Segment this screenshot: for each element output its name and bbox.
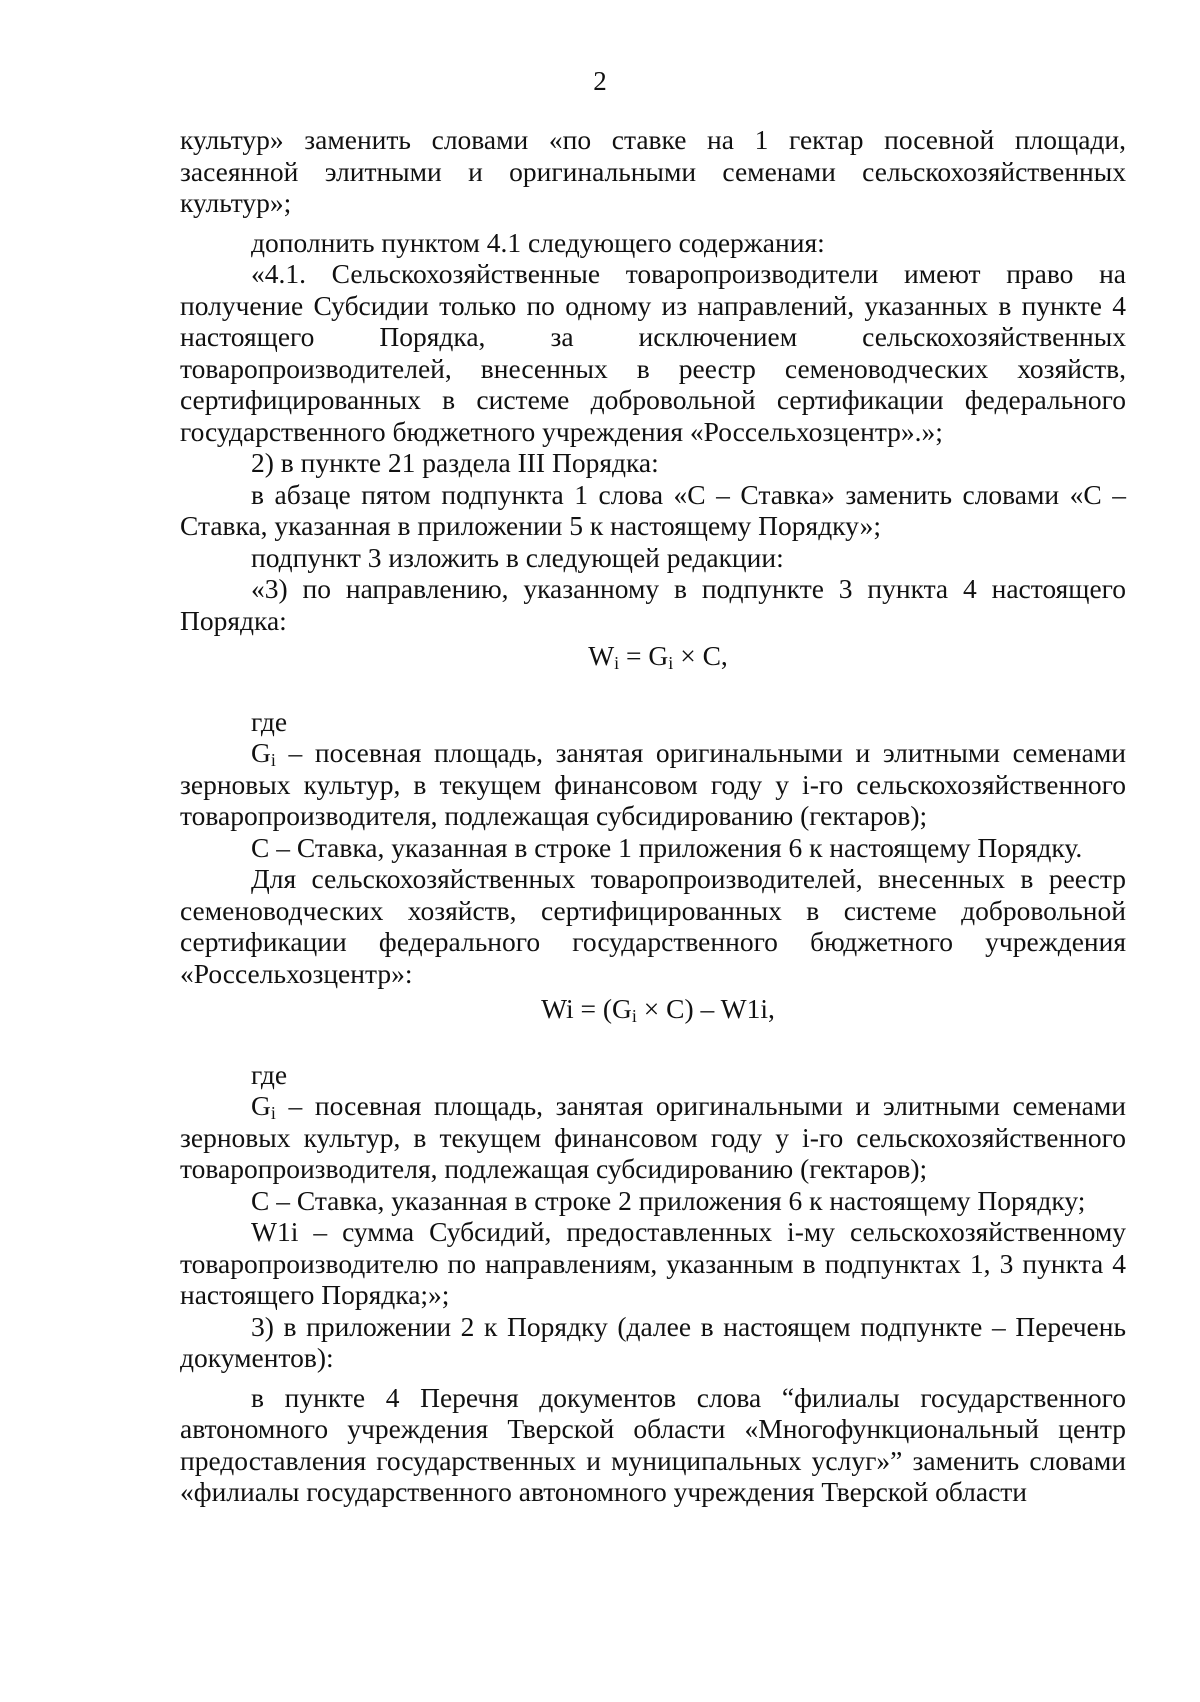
gi-definition-2	[180, 1090, 1126, 1185]
gi-2-g: G	[251, 1090, 271, 1121]
paragraph-7: «3) по направлению, указанному в подпункте 3 пункта 4 настоящего Порядка:	[180, 573, 1126, 636]
formula-1-eq: = G	[619, 640, 669, 671]
formula-1-g-subscript: i	[668, 653, 674, 673]
gi-1-subscript: i	[270, 750, 276, 770]
formula-2-start: Wi = (G	[541, 993, 632, 1024]
formula-2	[180, 993, 1126, 1025]
paragraph-2: дополнить пунктом 4.1 следующего содержания:	[251, 226, 825, 258]
paragraph-10: в пункте 4 Перечня документов слова “филиалы государственного автономного учреждения Тверской области «Многофункциональный центр предоставления государственных и муниципальных услуг»” заменить словами «филиалы государственного автономного учреждения Тверской области	[180, 1381, 1126, 1507]
paragraph-6: подпункт 3 изложить в следующей редакции:	[251, 541, 784, 573]
paragraph-3: «4.1. Сельскохозяйственные товаропроизводители имеют право на получение Субсидии только по одному из направлений, указанных в пункте 4 настоящего Порядка, за исключением сельскохозяйственных товаропроизводителей, внесенных в реестр семеноводческих хозяйств, сертифицированных в системе добровольной сертификации федерального государственного бюджетного учреждения «Россельхозцентр».»;	[180, 258, 1126, 447]
document-body	[180, 124, 1126, 1508]
gi-1-g: G	[251, 737, 271, 768]
formula-1-w: W	[588, 640, 615, 671]
formula-1-rest: × C,	[673, 640, 728, 671]
formula-2-rest: × C) – W1i,	[636, 993, 775, 1024]
w1i-definition: W1i – сумма Субсидий, предоставленных i-му сельскохозяйственному товаропроизводителю по направлениям, указанным в подпунктах 1, 3 пункта 4 настоящего Порядка;»;	[180, 1216, 1126, 1310]
c-definition-2: С – Ставка, указанная в строке 2 приложения 6 к настоящему Порядку;	[251, 1184, 1086, 1216]
gi-definition-1	[180, 737, 1126, 832]
gi-2-subscript: i	[270, 1103, 276, 1123]
gi-1-text: – посевная площадь, занятая оригинальными и элитными семенами зерновых культур, в текущем финансовом году у i-го сельскохозяйственного товаропроизводителя, подлежащая субсидированию (гектаров);	[180, 737, 1126, 831]
formula-1	[180, 640, 1126, 672]
formula-2-g-subscript: i	[631, 1006, 637, 1026]
gi-2-text: – посевная площадь, занятая оригинальными и элитными семенами зерновых культур, в текущем финансовом году у i-го сельскохозяйственного товаропроизводителя, подлежащая субсидированию (гектаров);	[180, 1090, 1126, 1184]
paragraph-9: 3) в приложении 2 к Порядку (далее в настоящем подпункте – Перечень документов):	[180, 1310, 1126, 1373]
c-definition-1: С – Ставка, указанная в строке 1 приложения 6 к настоящему Порядку.	[251, 831, 1083, 863]
paragraph-5: в абзаце пятом подпункта 1 слова «С – Ставка» заменить словами «С – Ставка, указанная в приложении 5 к настоящему Порядку»;	[180, 478, 1126, 541]
paragraph-8: Для сельскохозяйственных товаропроизводителей, внесенных в реестр семеноводческих хозяйств, сертифицированных в системе добровольной сертификации федерального государственного бюджетного учреждения «Россельхозцентр»:	[180, 863, 1126, 989]
paragraph-1: культур» заменить словами «по ставке на 1 гектар посевной площади, засеянной элитными и оригинальными семенами сельскохозяйственных культур»;	[180, 124, 1126, 218]
paragraph-4: 2) в пункте 21 раздела III Порядка:	[251, 447, 659, 478]
page-number: 2	[593, 66, 607, 96]
where-label-2: где	[251, 1058, 288, 1090]
formula-1-w-subscript: i	[614, 653, 620, 673]
where-label-1: где	[251, 705, 288, 737]
